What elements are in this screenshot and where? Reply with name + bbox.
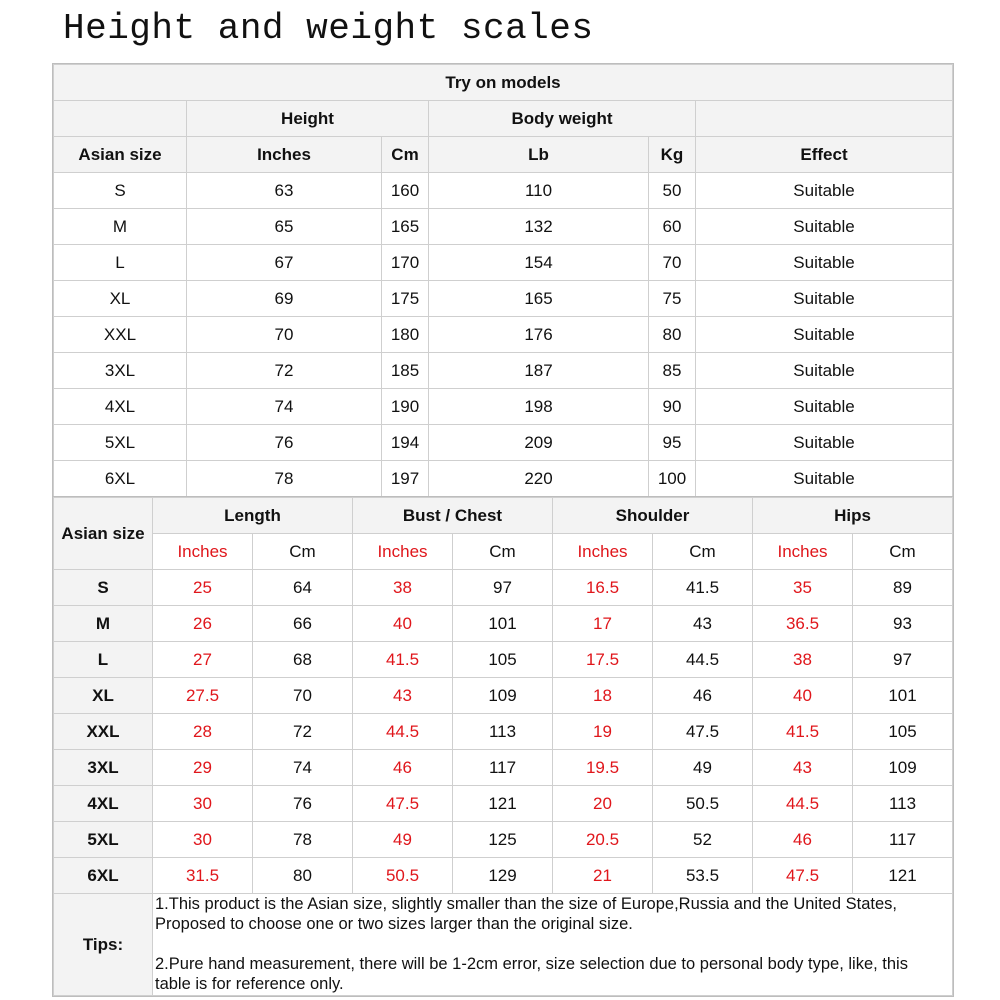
cell-bust-in: 47.5	[353, 786, 453, 822]
cell-shoulder-cm: 50.5	[653, 786, 753, 822]
cell-length-in: 25	[153, 570, 253, 606]
cell-shoulder-in: 18	[553, 678, 653, 714]
cell-cm: 170	[382, 245, 429, 281]
cell-length-cm: 76	[253, 786, 353, 822]
cell-bust-in: 50.5	[353, 858, 453, 894]
cell-size: 6XL	[54, 461, 187, 497]
cell-hips-cm: 113	[853, 786, 953, 822]
cell-lb: 132	[429, 209, 649, 245]
cell-effect: Suitable	[696, 461, 953, 497]
cell-hips-in: 44.5	[753, 786, 853, 822]
cell-kg: 60	[649, 209, 696, 245]
cell-cm: 180	[382, 317, 429, 353]
cell-length-cm: 66	[253, 606, 353, 642]
cell-shoulder-in: 19	[553, 714, 653, 750]
cell-shoulder-cm: 53.5	[653, 858, 753, 894]
cell-hips-cm: 105	[853, 714, 953, 750]
cell-cm: 185	[382, 353, 429, 389]
unit-header-cm: Cm	[453, 534, 553, 570]
unit-header-cm: Cm	[853, 534, 953, 570]
cell-effect: Suitable	[696, 425, 953, 461]
cell-hips-in: 36.5	[753, 606, 853, 642]
cell-effect: Suitable	[696, 245, 953, 281]
table-row	[54, 173, 953, 209]
cell-cm: 194	[382, 425, 429, 461]
cell-effect: Suitable	[696, 353, 953, 389]
cell-inches: 67	[187, 245, 382, 281]
table-row	[54, 858, 953, 894]
cell-lb: 154	[429, 245, 649, 281]
cell-length-in: 31.5	[153, 858, 253, 894]
cell-effect: Suitable	[696, 317, 953, 353]
cell-size: M	[54, 209, 187, 245]
cell-shoulder-cm: 41.5	[653, 570, 753, 606]
cell-bust-in: 38	[353, 570, 453, 606]
col-header-asian-size: Asian size	[54, 137, 187, 173]
cell-length-cm: 72	[253, 714, 353, 750]
cell-inches: 78	[187, 461, 382, 497]
try-on-models-table	[53, 64, 953, 497]
cell-hips-cm: 97	[853, 642, 953, 678]
cell-hips-cm: 93	[853, 606, 953, 642]
cell-effect: Suitable	[696, 173, 953, 209]
cell-shoulder-in: 16.5	[553, 570, 653, 606]
cell-shoulder-cm: 43	[653, 606, 753, 642]
bust-chest-group-header: Bust / Chest	[353, 498, 553, 534]
cell-bust-in: 41.5	[353, 642, 453, 678]
cell-effect: Suitable	[696, 281, 953, 317]
cell-shoulder-cm: 44.5	[653, 642, 753, 678]
cell-size: XL	[54, 678, 153, 714]
cell-length-in: 30	[153, 786, 253, 822]
col-header-effect: Effect	[696, 137, 953, 173]
cell-size: S	[54, 173, 187, 209]
cell-lb: 187	[429, 353, 649, 389]
cell-cm: 197	[382, 461, 429, 497]
cell-length-in: 30	[153, 822, 253, 858]
unit-header-cm: Cm	[253, 534, 353, 570]
table-row	[54, 606, 953, 642]
cell-effect: Suitable	[696, 389, 953, 425]
cell-size: L	[54, 642, 153, 678]
cell-size: 5XL	[54, 822, 153, 858]
table-row	[54, 317, 953, 353]
cell-hips-in: 38	[753, 642, 853, 678]
length-group-header: Length	[153, 498, 353, 534]
cell-length-cm: 78	[253, 822, 353, 858]
cell-hips-cm: 117	[853, 822, 953, 858]
cell-hips-in: 41.5	[753, 714, 853, 750]
table-row	[54, 425, 953, 461]
cell-kg: 100	[649, 461, 696, 497]
cell-hips-in: 35	[753, 570, 853, 606]
cell-hips-cm: 101	[853, 678, 953, 714]
cell-length-cm: 74	[253, 750, 353, 786]
cell-length-in: 26	[153, 606, 253, 642]
cell-length-in: 27.5	[153, 678, 253, 714]
cell-bust-cm: 125	[453, 822, 553, 858]
cell-size: 4XL	[54, 786, 153, 822]
tips-label: Tips:	[54, 894, 153, 996]
cell-size: 3XL	[54, 353, 187, 389]
cell-size: L	[54, 245, 187, 281]
cell-length-cm: 64	[253, 570, 353, 606]
table-row	[54, 461, 953, 497]
cell-size: XXL	[54, 714, 153, 750]
unit-header-inches: Inches	[753, 534, 853, 570]
size-measurements-table	[53, 497, 953, 996]
table-row	[54, 389, 953, 425]
height-group-header: Height	[187, 101, 429, 137]
page-title: Height and weight scales	[63, 8, 594, 49]
cell-effect: Suitable	[696, 209, 953, 245]
cell-hips-cm: 89	[853, 570, 953, 606]
unit-header-inches: Inches	[153, 534, 253, 570]
cell-hips-in: 47.5	[753, 858, 853, 894]
unit-header-inches: Inches	[553, 534, 653, 570]
cell-lb: 220	[429, 461, 649, 497]
cell-bust-cm: 105	[453, 642, 553, 678]
cell-bust-cm: 109	[453, 678, 553, 714]
table-row	[54, 209, 953, 245]
cell-lb: 209	[429, 425, 649, 461]
cell-bust-cm: 121	[453, 786, 553, 822]
table-row	[54, 570, 953, 606]
cell-size: XXL	[54, 317, 187, 353]
cell-hips-cm: 109	[853, 750, 953, 786]
table-row	[54, 822, 953, 858]
cell-bust-cm: 97	[453, 570, 553, 606]
col-header-cm: Cm	[382, 137, 429, 173]
cell-lb: 198	[429, 389, 649, 425]
cell-shoulder-cm: 52	[653, 822, 753, 858]
cell-kg: 95	[649, 425, 696, 461]
cell-inches: 65	[187, 209, 382, 245]
cell-size: XL	[54, 281, 187, 317]
cell-shoulder-in: 21	[553, 858, 653, 894]
cell-kg: 85	[649, 353, 696, 389]
cell-cm: 160	[382, 173, 429, 209]
tips-text	[153, 894, 953, 996]
cell-kg: 50	[649, 173, 696, 209]
col-header-lb: Lb	[429, 137, 649, 173]
table-row	[54, 642, 953, 678]
cell-inches: 72	[187, 353, 382, 389]
cell-lb: 165	[429, 281, 649, 317]
col-header-inches: Inches	[187, 137, 382, 173]
cell-hips-in: 40	[753, 678, 853, 714]
models-table-title: Try on models	[54, 65, 953, 101]
cell-length-in: 27	[153, 642, 253, 678]
cell-length-cm: 80	[253, 858, 353, 894]
table-row	[54, 750, 953, 786]
cell-bust-cm: 101	[453, 606, 553, 642]
table-row	[54, 786, 953, 822]
body-weight-group-header: Body weight	[429, 101, 696, 137]
cell-size: 4XL	[54, 389, 187, 425]
cell-inches: 63	[187, 173, 382, 209]
cell-bust-cm: 129	[453, 858, 553, 894]
cell-length-in: 29	[153, 750, 253, 786]
cell-size: 3XL	[54, 750, 153, 786]
col-header-kg: Kg	[649, 137, 696, 173]
cell-lb: 110	[429, 173, 649, 209]
table-row	[54, 714, 953, 750]
cell-kg: 70	[649, 245, 696, 281]
table-row	[54, 245, 953, 281]
cell-lb: 176	[429, 317, 649, 353]
cell-inches: 74	[187, 389, 382, 425]
blank-header-cell	[54, 101, 187, 137]
cell-kg: 75	[649, 281, 696, 317]
cell-shoulder-in: 20.5	[553, 822, 653, 858]
cell-inches: 69	[187, 281, 382, 317]
cell-hips-cm: 121	[853, 858, 953, 894]
cell-bust-in: 44.5	[353, 714, 453, 750]
cell-hips-in: 46	[753, 822, 853, 858]
cell-shoulder-in: 17	[553, 606, 653, 642]
cell-shoulder-cm: 46	[653, 678, 753, 714]
cell-shoulder-in: 19.5	[553, 750, 653, 786]
col-header-asian-size: Asian size	[54, 498, 153, 570]
cell-cm: 165	[382, 209, 429, 245]
table-row	[54, 353, 953, 389]
cell-shoulder-in: 17.5	[553, 642, 653, 678]
table-row	[54, 678, 953, 714]
cell-length-in: 28	[153, 714, 253, 750]
cell-bust-in: 43	[353, 678, 453, 714]
cell-shoulder-in: 20	[553, 786, 653, 822]
unit-header-inches: Inches	[353, 534, 453, 570]
cell-cm: 190	[382, 389, 429, 425]
cell-inches: 70	[187, 317, 382, 353]
cell-size: M	[54, 606, 153, 642]
cell-size: S	[54, 570, 153, 606]
cell-kg: 90	[649, 389, 696, 425]
tip-2: 2.Pure hand measurement, there will be 1-2cm error, size selection due to personal body type, like, this table is for reference only.	[155, 955, 908, 993]
cell-kg: 80	[649, 317, 696, 353]
table-row	[54, 281, 953, 317]
cell-cm: 175	[382, 281, 429, 317]
cell-inches: 76	[187, 425, 382, 461]
cell-size: 6XL	[54, 858, 153, 894]
blank-header-cell	[696, 101, 953, 137]
cell-size: 5XL	[54, 425, 187, 461]
cell-bust-cm: 117	[453, 750, 553, 786]
cell-hips-in: 43	[753, 750, 853, 786]
shoulder-group-header: Shoulder	[553, 498, 753, 534]
cell-length-cm: 70	[253, 678, 353, 714]
cell-shoulder-cm: 47.5	[653, 714, 753, 750]
cell-bust-in: 40	[353, 606, 453, 642]
hips-group-header: Hips	[753, 498, 953, 534]
cell-shoulder-cm: 49	[653, 750, 753, 786]
cell-length-cm: 68	[253, 642, 353, 678]
cell-bust-in: 46	[353, 750, 453, 786]
cell-bust-in: 49	[353, 822, 453, 858]
cell-bust-cm: 113	[453, 714, 553, 750]
tip-1: 1.This product is the Asian size, slightly smaller than the size of Europe,Russia and the United States, Proposed to choose one or two sizes larger than the original size.	[155, 895, 897, 933]
unit-header-cm: Cm	[653, 534, 753, 570]
